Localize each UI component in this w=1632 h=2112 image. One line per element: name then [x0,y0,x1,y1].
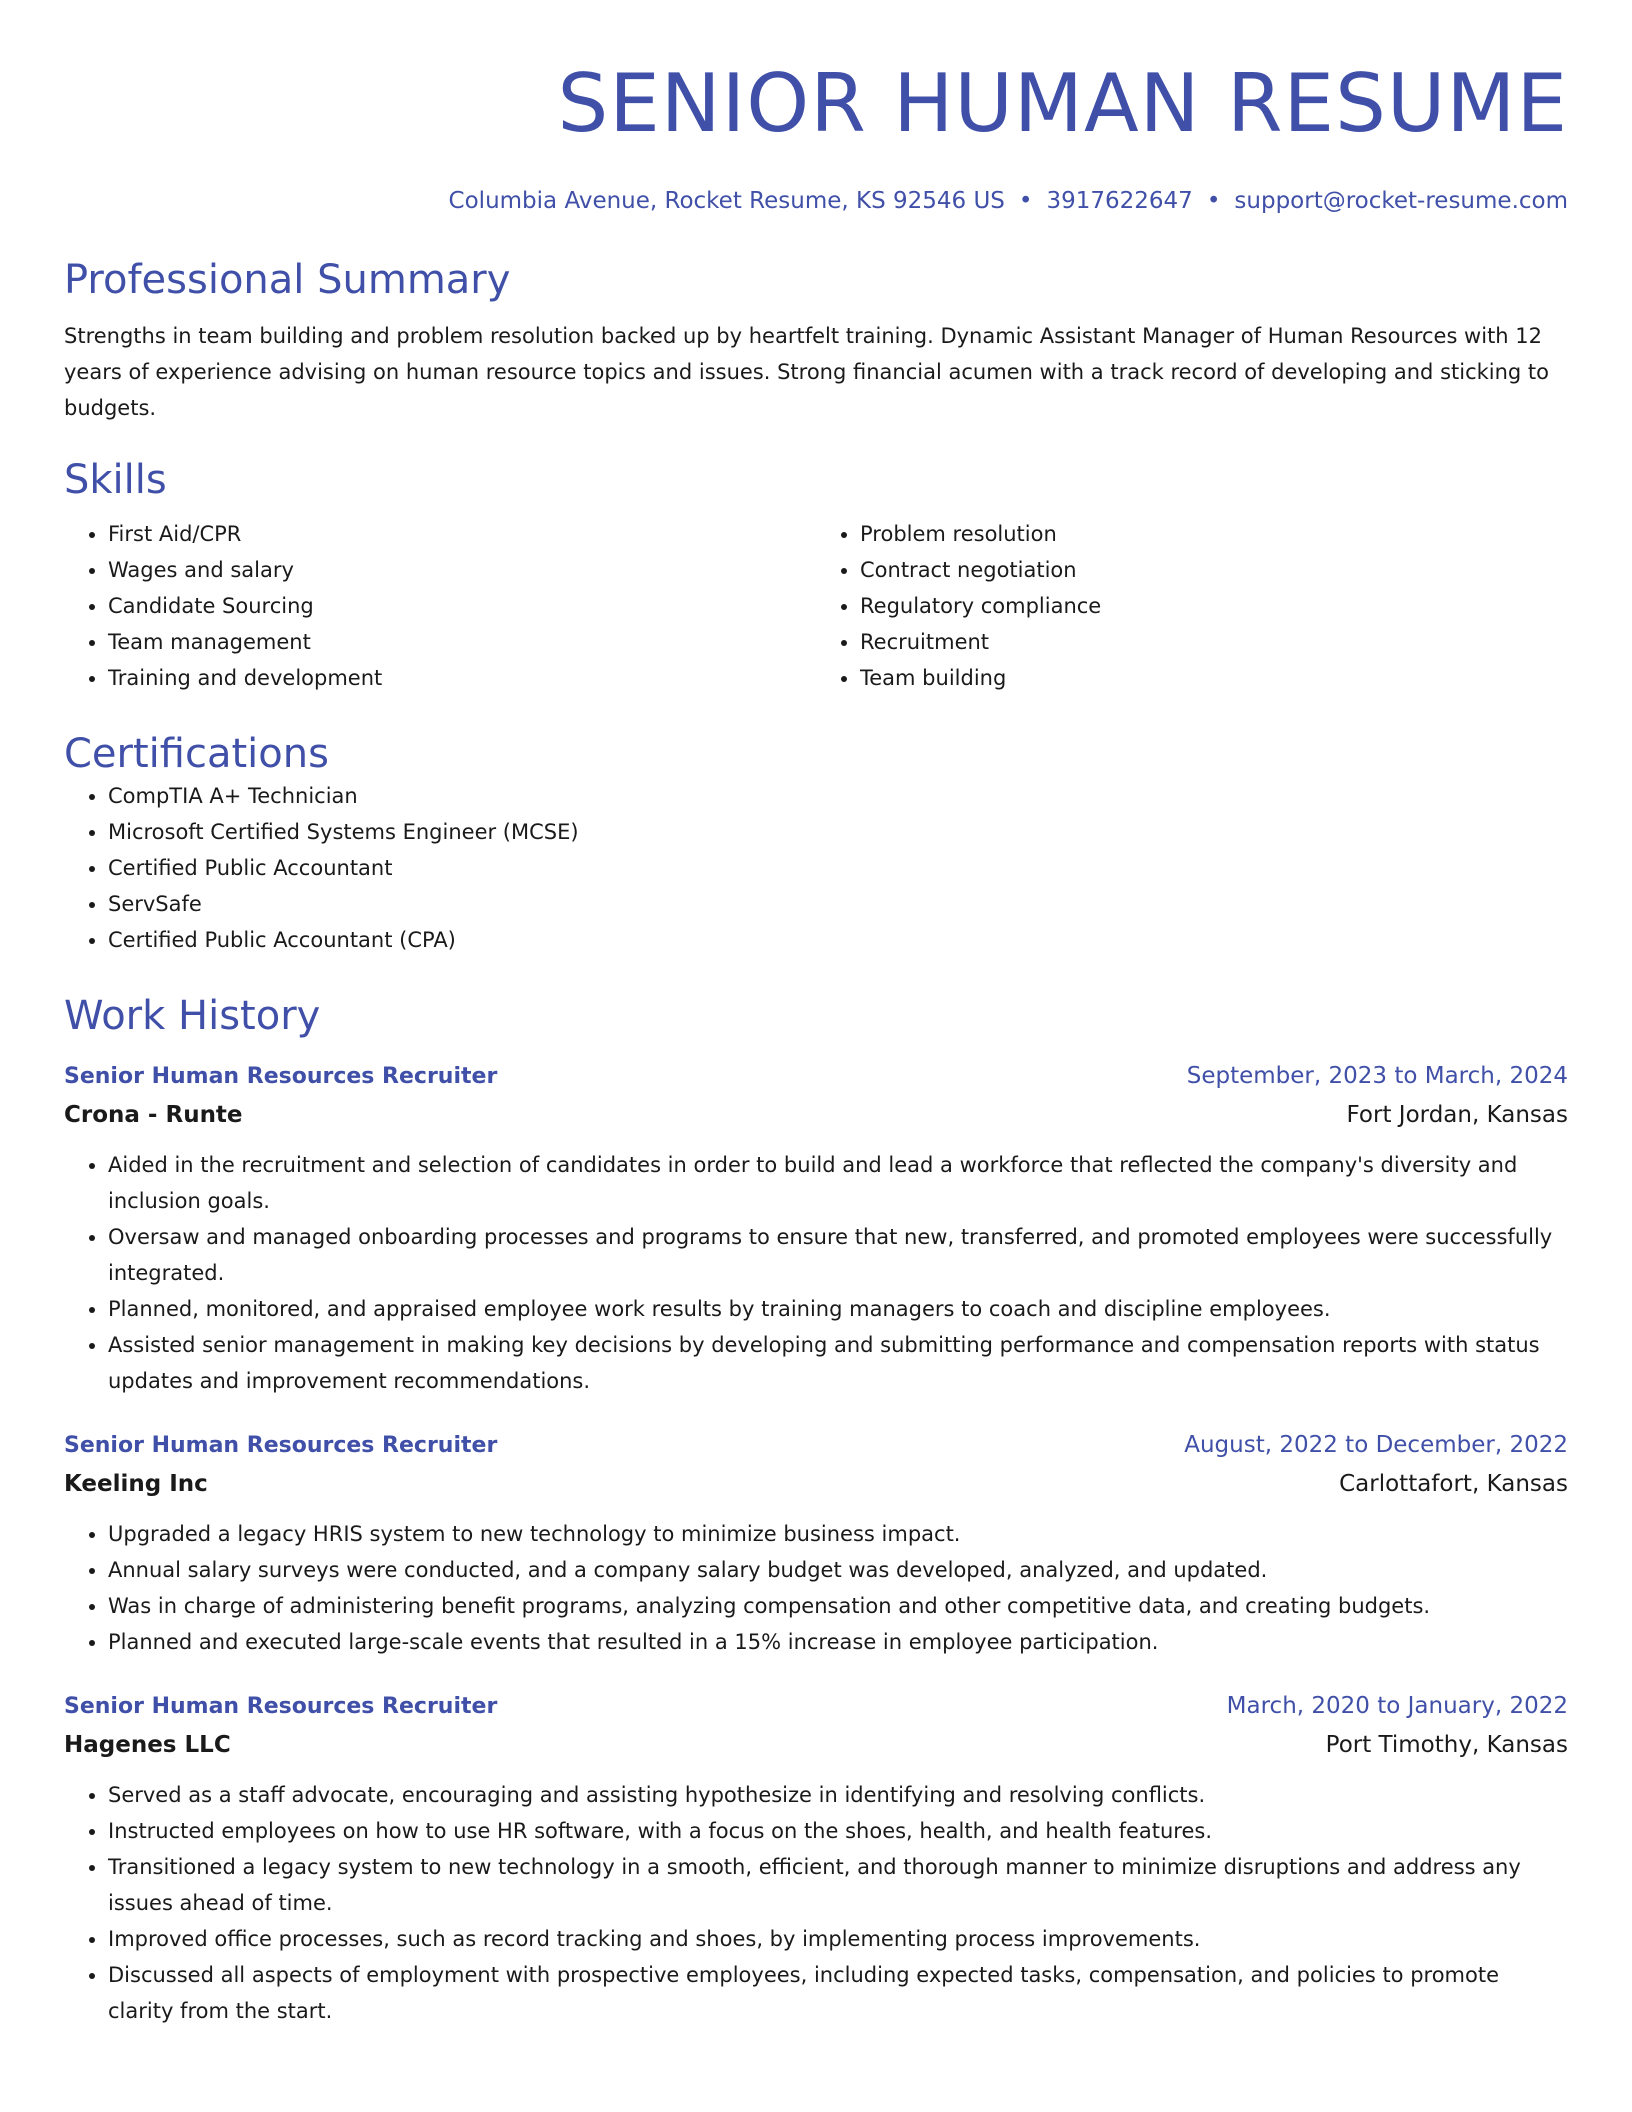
job-bullet: • Upgraded a legacy HRIS system to new technology to minimize business impact. [108,1516,1568,1552]
certification-item: • Certified Public Accountant [108,850,1568,886]
certification-item: • Certified Public Accountant (CPA) [108,922,1568,958]
skill-item: • Team management [108,624,816,660]
candidate-name: SENIOR HUMAN RESUME [557,57,1568,150]
job-header-row [64,1058,1568,1095]
contact-email: support@rocket-resume.com [1234,188,1568,214]
certification-item: • Microsoft Certified Systems Engineer (MCSE) [108,814,1568,850]
job-title: Senior Human Resources Recruiter [64,1694,498,1719]
job-bullet: • Oversaw and managed onboarding processes and programs to ensure that new, transferred, and promoted employees were successfully integrated. [108,1219,1568,1291]
job-company-row [64,1095,1568,1135]
certification-item: • CompTIA A+ Technician [108,778,1568,814]
job-company-row [64,1725,1568,1765]
job-bullet: • Annual salary surveys were conducted, and a company salary budget was developed, analyzed, and updated. [108,1552,1568,1588]
skill-item: • Wages and salary [108,552,816,588]
job-dates: March, 2020 to January, 2022 [1226,1693,1568,1719]
job-title: Senior Human Resources Recruiter [64,1433,498,1458]
job-bullet: • Instructed employees on how to use HR software, with a focus on the shoes, health, and health features. [108,1813,1568,1849]
job-bullet: • Discussed all aspects of employment with prospective employees, including expected tasks, compensation, and policies to promote clarity from the start. [108,1957,1568,2029]
contact-address: Columbia Avenue, Rocket Resume, KS 92546 US [448,188,1005,214]
contact-line [64,186,1568,216]
skill-item: • Regulatory compliance [860,588,1568,624]
skill-item: • Problem resolution [860,516,1568,552]
job-company-row [64,1464,1568,1504]
job-bullets [64,1777,1568,2029]
section-title-skills: Skills [64,457,167,503]
job-company: Crona - Runte [64,1102,243,1128]
job-bullets [64,1516,1568,1660]
certification-item: • ServSafe [108,886,1568,922]
job-company: Hagenes LLC [64,1732,231,1758]
job-dates: August, 2022 to December, 2022 [1184,1432,1568,1458]
job-bullet: • Was in charge of administering benefit programs, analyzing compensation and other competitive data, and creating budgets. [108,1588,1568,1624]
job-location: Carlottafort, Kansas [1339,1471,1568,1497]
job-entry [64,1688,1568,2029]
job-location: Port Timothy, Kansas [1325,1732,1568,1758]
job-bullets [64,1147,1568,1399]
job-bullet: • Planned, monitored, and appraised employee work results by training managers to coach and discipline employees. [108,1291,1568,1327]
contact-separator: • [1018,188,1033,214]
job-title: Senior Human Resources Recruiter [64,1064,498,1089]
skill-item: • Training and development [108,660,816,696]
section-title-summary: Professional Summary [64,257,511,303]
skill-item: • First Aid/CPR [108,516,816,552]
job-company: Keeling Inc [64,1471,208,1497]
job-header-row [64,1688,1568,1725]
job-bullet: • Planned and executed large-scale events that resulted in a 15% increase in employee participation. [108,1624,1568,1660]
certifications-list [64,778,1568,958]
job-bullet: • Improved office processes, such as record tracking and shoes, by implementing process improvements. [108,1921,1568,1957]
skills-list-right [816,516,1568,696]
contact-separator: • [1206,188,1221,214]
job-entry [64,1058,1568,1399]
skills-grid [64,516,1568,696]
job-bullet: • Aided in the recruitment and selection of candidates in order to build and lead a workforce that reflected the company's diversity and inclusion goals. [108,1147,1568,1219]
skill-item: • Recruitment [860,624,1568,660]
skills-list-left [64,516,816,696]
skill-item: • Contract negotiation [860,552,1568,588]
skill-item: • Candidate Sourcing [108,588,816,624]
job-bullet: • Transitioned a legacy system to new technology in a smooth, efficient, and thorough manner to minimize disruptions and address any issues ahead of time. [108,1849,1568,1921]
job-bullet: • Assisted senior management in making key decisions by developing and submitting performance and compensation reports with status updates and improvement recommendations. [108,1327,1568,1399]
job-bullet: • Served as a staff advocate, encouraging and assisting hypothesize in identifying and resolving conflicts. [108,1777,1568,1813]
job-location: Fort Jordan, Kansas [1346,1102,1568,1128]
section-title-certifications: Certifications [64,731,329,777]
summary-text: Strengths in team building and problem resolution backed up by heartfelt training. Dynamic Assistant Manager of Human Resources with 12 years of experience advising on human resource topics and issues. Strong financial acumen with a track record of developing and sticking to budgets. [64,324,1550,420]
skill-item: • Team building [860,660,1568,696]
section-title-work-history: Work History [64,993,321,1039]
contact-phone: 3917622647 [1046,188,1193,214]
job-entry [64,1427,1568,1660]
job-header-row [64,1427,1568,1464]
resume-header [64,56,1568,216]
job-dates: September, 2023 to March, 2024 [1186,1063,1568,1089]
